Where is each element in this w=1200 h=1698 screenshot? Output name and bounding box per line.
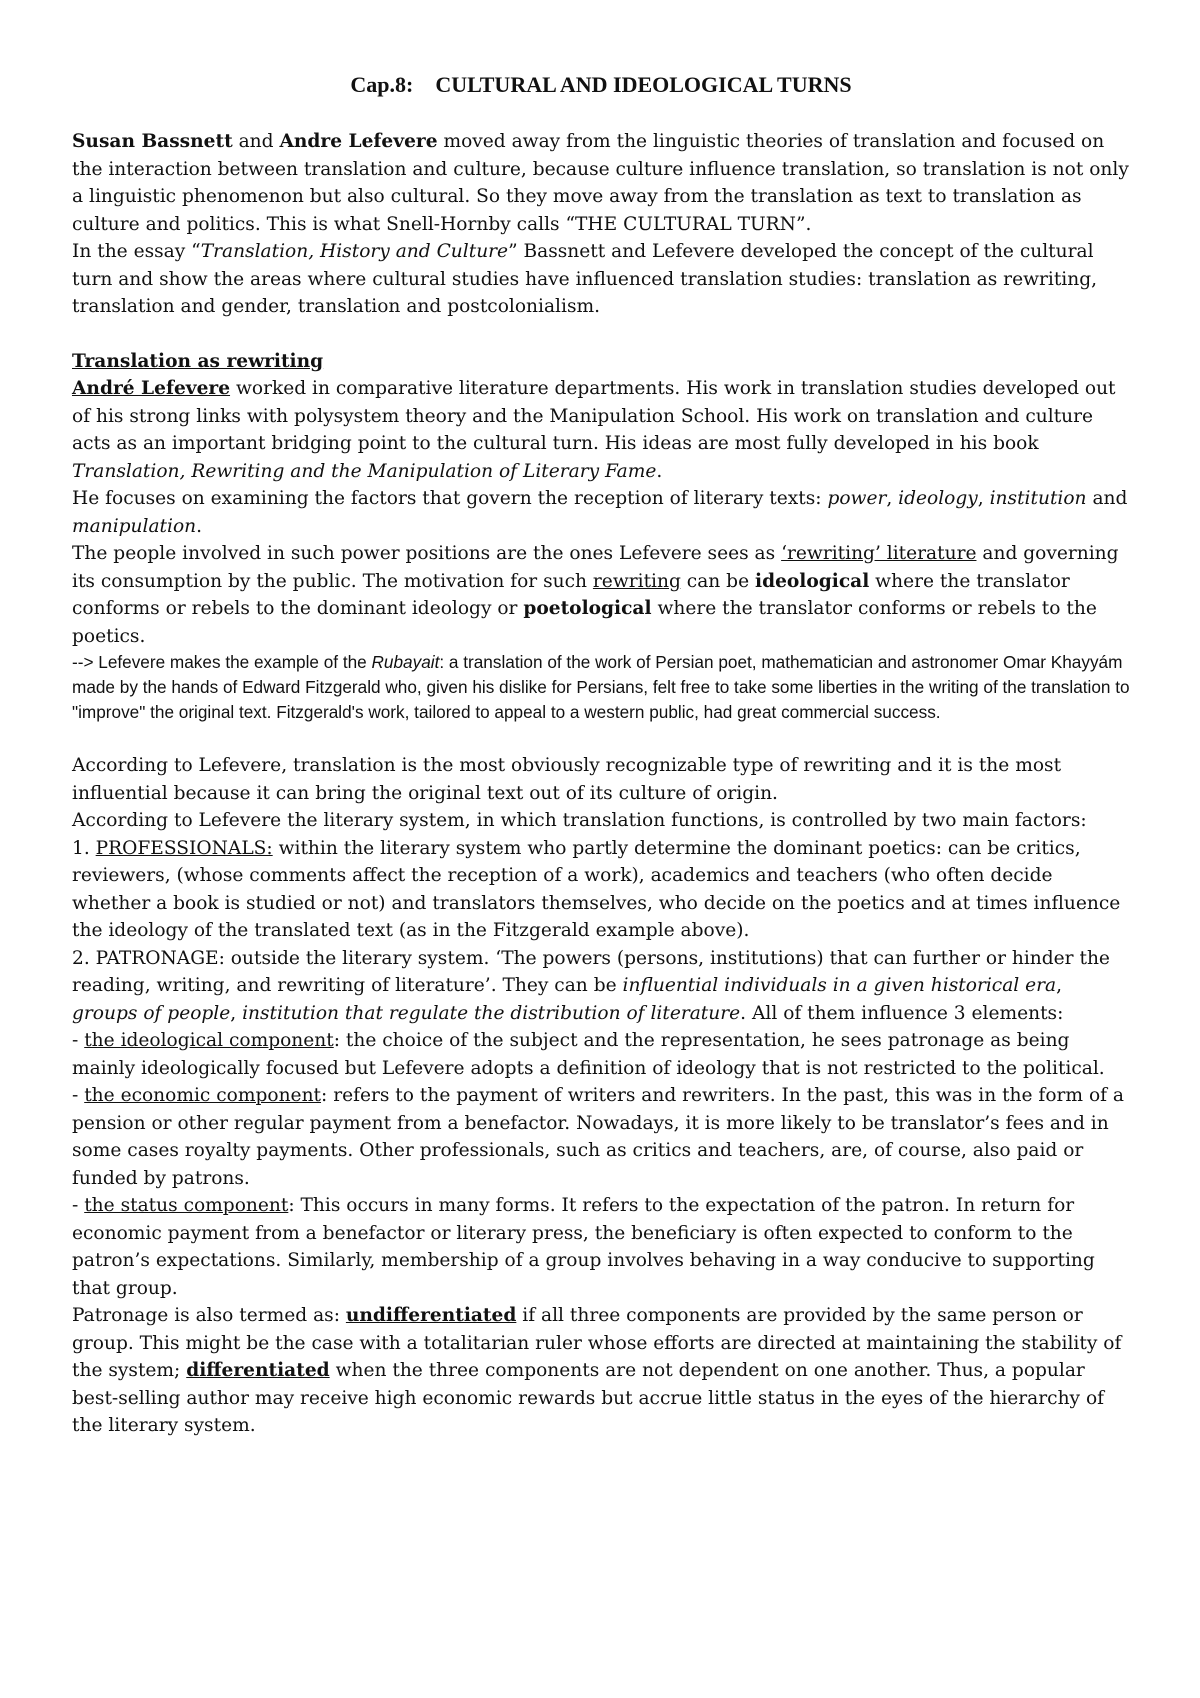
ideological-component: - the ideological component: the choice of the subject and the representation, he sees patronage as being mainly ideologically focused but Lefevere adopts a definition of ideology that is not restricted to the political. [72, 1030, 1105, 1079]
literary-system-paragraph: According to Lefevere the literary system, in which translation functions, is controlled by two main factors: [72, 810, 1087, 831]
rubayait-title: Rubayait [371, 652, 440, 672]
patronage-item: 2. PATRONAGE: outside the literary system. ‘The powers (persons, institutions) that can further or hinder the reading, writing, and rewriting of literature’. They can be influential individuals in a given historical era, groups of people, institution that regulate the distribution of literature. All of them influence 3 elements: [72, 947, 1110, 1024]
book-title: Translation, Rewriting and the Manipulation of Literary Fame [72, 460, 657, 482]
section-heading-rewriting: Translation as rewriting [72, 350, 324, 372]
essay-paragraph: In the essay “Translation, History and Culture” Bassnett and Lefevere developed the concept of the cultural turn and show the areas where cultural studies have influenced translation studies: translation as rewriting, translation and gender, translation and postcolonialism. [72, 241, 1098, 317]
status-component: - the status component: This occurs in many forms. It refers to the expectation of the patron. In return for economic payment from a benefactor or literary press, the beneficiary is often expected to conform to the patron’s expectations. Similarly, membership of a group involves behaving in a way conducive to supporting that group. [72, 1195, 1095, 1299]
author-name-lefevere: Andre Lefevere [279, 131, 438, 152]
recognizable-paragraph: According to Lefevere, translation is the most obviously recognizable type of rewriting and it is the most influential because it can bring the original text out of its culture of origin. [72, 755, 1062, 804]
patronage-types-paragraph: Patronage is also termed as: undifferentiated if all three components are provided by the same person or group. This might be the case with a totalitarian ruler whose efforts are directed at maintaining the stability of the system; differentiated when the three components are not dependent on one another. Thus, a popular best-selling author may receive high economic rewards but accrue little status in the eyes of the hierarchy of the literary system. [72, 1305, 1122, 1436]
economic-component: - the economic component: refers to the payment of writers and rewriters. In the past, this was in the form of a pension or other regular payment from a benefactor. Nowadays, it is more likely to be translator’s fees and in some cases royalty payments. Other professionals, such as critics and teachers, are, of course, also paid or funded by patrons. [72, 1085, 1125, 1189]
author-name-bassnett: Susan Bassnett [72, 131, 233, 152]
lefevere-paragraph: André Lefevere worked in comparative literature departments. His work in translation studies developed out of his strong links with polysystem theory and the Manipulation School. His work on translation and culture acts as an important bridging point to the cultural turn. His ideas are most fully developed in his book Translation, Rewriting and the Manipulation of Literary Fame. [72, 378, 1116, 482]
page-title [72, 70, 1130, 100]
rubayait-example: --> Lefevere makes the example of the Rubayait: a translation of the work of Persian poet, mathematician and astronomer Omar Khayyám made by the hands of Edward Fitzgerald who, given his dislike for Persians, felt free to take some liberties in the writing of the translation to "improve" the original text. Fitzgerald's work, tailored to appeal to a western public, had great commercial success. [72, 652, 1130, 722]
author-name-andre-lefevere: André Lefevere [72, 378, 231, 399]
chapter-title: CULTURAL AND IDEOLOGICAL TURNS [435, 72, 852, 97]
professionals-item: 1. PROFESSIONALS: within the literary system who partly determine the dominant poetics: can be critics, reviewers, (whose comments affect the reception of a work), academics and teachers (who often decide whether a book is studied or not) and translators themselves, who decide on the poetics and at times influence the ideology of the translated text (as in the Fitzgerald example above). [72, 837, 1121, 941]
chapter-number: Cap.8: [350, 72, 414, 97]
intro-paragraph: Susan Bassnett and Andre Lefevere moved away from the linguistic theories of translation and focused on the interaction between translation and culture, because culture influence translation, so translation is not only a linguistic phenomenon but also cultural. So they move away from the translation as text to translation as culture and politics. This is what Snell-Hornby calls “THE CULTURAL TURN”. [72, 131, 1129, 235]
essay-title: Translation, History and Culture [200, 241, 509, 262]
factors-paragraph: He focuses on examining the factors that govern the reception of literary texts: power, ideology, institution and manipulation. [72, 488, 1128, 537]
power-positions-paragraph: The people involved in such power positions are the ones Lefevere sees as ‘rewriting’ literature and governing its consumption by the public. The motivation for such rewriting can be ideological where the translator conforms or rebels to the dominant ideology or poetological where the translator conforms or rebels to the poetics. [72, 543, 1119, 647]
